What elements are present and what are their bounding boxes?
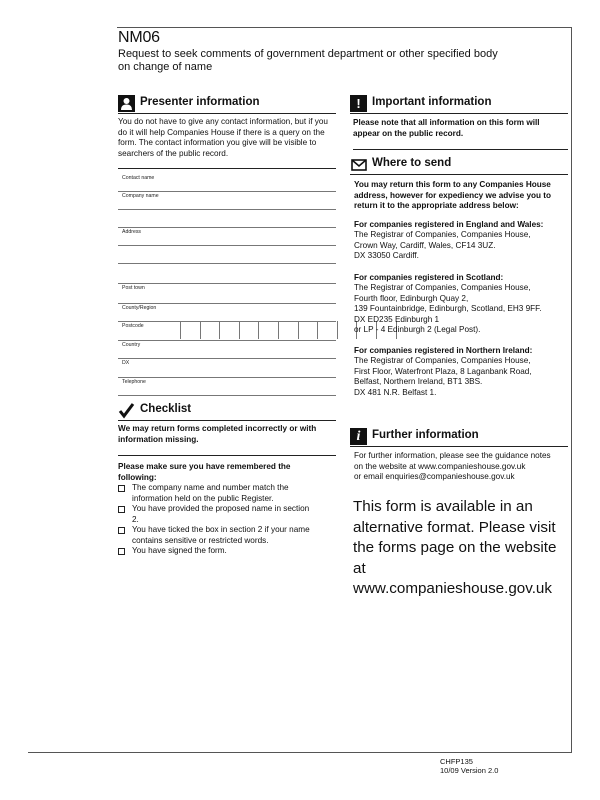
ni-line3: Belfast, Northern Ireland, BT1 3BS.: [354, 377, 483, 386]
further-line3: or email enquiries@companieshouse.gov.uk: [354, 472, 515, 481]
scotland-line5: or LP - 4 Edinburgh 2 (Legal Post).: [354, 325, 481, 334]
contact-name-field[interactable]: [118, 173, 336, 192]
form-title: [118, 48, 518, 74]
footer: [440, 757, 498, 775]
telephone-label: Telephone: [122, 379, 146, 385]
frame-top-rule: [117, 27, 571, 28]
alternative-format-note: This form is available in an alternative format. Please visit the forms page on the website at www.companieshouse.gov.uk: [353, 498, 557, 597]
contact-name-label: Contact name: [122, 175, 155, 181]
country-field[interactable]: [118, 340, 336, 359]
form-title-line2: on change of name: [118, 61, 213, 73]
form-code: NM06: [118, 29, 160, 46]
checklist-item[interactable]: You have ticked the box in section 2 if your name contains sensitive or restricted words.: [118, 525, 318, 546]
postcode-field[interactable]: [118, 321, 336, 341]
checklist-reminder: [118, 462, 318, 557]
dx-field[interactable]: [118, 358, 336, 378]
address-field-line3[interactable]: [118, 263, 336, 284]
postcode-label: Postcode: [122, 323, 144, 329]
country-label: Country: [122, 342, 141, 348]
ni-line2: First Floor, Waterfront Plaza, 8 Laganbank Road,: [354, 366, 532, 376]
address-label: Address: [122, 229, 142, 235]
checklist-item[interactable]: The company name and number match the information held on the public Register.: [118, 483, 318, 504]
presenter-heading: Presenter information: [140, 96, 260, 108]
ni-line4: DX 481 N.R. Belfast 1.: [354, 387, 437, 397]
dx-label: DX: [122, 360, 130, 366]
company-name-label: Company name: [122, 193, 159, 199]
where-heading: Where to send: [372, 157, 452, 169]
important-heading: Important information: [372, 96, 492, 108]
address-field[interactable]: [118, 227, 336, 246]
presenter-intro: You do not have to give any contact information, but if you do it will help Companies House if there is a query on the form. The contact information you give will be visible to searchers of the public record.: [118, 117, 336, 169]
further-body: [354, 451, 569, 483]
checklist-reminder-heading: Please make sure you have remembered the following:: [118, 462, 291, 482]
further-line1: For further information, please see the guidance notes: [354, 451, 551, 460]
checkbox-icon[interactable]: [118, 527, 125, 534]
scotland-line4: DX ED235 Edinburgh 1: [354, 314, 440, 324]
presenter-section-header: [118, 95, 336, 114]
frame-right-rule: [571, 27, 572, 752]
footer-code: CHFP135: [440, 757, 473, 766]
frame-bottom-rule: [28, 752, 572, 753]
further-line2: on the website at www.companieshouse.gov.uk: [354, 461, 526, 471]
checklist-item[interactable]: You have provided the proposed name in section 2.: [118, 504, 318, 525]
checklist-section-header: [118, 402, 336, 421]
checklist-warning: We may return forms completed incorrectly or with information missing.: [118, 424, 336, 456]
post-town-label: Post town: [122, 285, 145, 291]
scotland-line3: 139 Fountainbridge, Edinburgh, Scotland, EH3 9FF.: [354, 304, 542, 313]
checkmark-icon: [118, 402, 135, 419]
checkbox-icon[interactable]: [118, 548, 125, 555]
where-body: [354, 180, 569, 398]
further-section-header: [350, 428, 568, 447]
address-field-line2[interactable]: [118, 245, 336, 264]
important-text: Please note that all information on this form will appear on the public record.: [353, 118, 568, 150]
england-line2: Crown Way, Cardiff, Wales, CF14 3UZ.: [354, 240, 496, 250]
form-title-line1: Request to seek comments of government department or other specified body: [118, 48, 498, 60]
england-line3: DX 33050 Cardiff.: [354, 251, 419, 260]
england-line1: The Registrar of Companies, Companies House,: [354, 230, 531, 239]
company-name-field-line2[interactable]: [118, 209, 336, 228]
telephone-field[interactable]: [118, 377, 336, 396]
further-heading: Further information: [372, 429, 479, 441]
checklist-item[interactable]: You have signed the form.: [118, 546, 318, 557]
ni-heading: For companies registered in Northern Ireland:: [354, 345, 533, 355]
where-section-header: [350, 156, 568, 175]
county-region-label: County/Region: [122, 305, 157, 311]
ni-line1: The Registrar of Companies, Companies House,: [354, 356, 531, 365]
scotland-line2: Fourth floor, Edinburgh Quay 2,: [354, 293, 469, 303]
county-region-field[interactable]: [118, 303, 336, 322]
envelope-icon: [350, 156, 367, 173]
england-heading: For companies registered in England and Wales:: [354, 219, 544, 229]
info-icon: i: [350, 428, 367, 445]
scotland-heading: For companies registered in Scotland:: [354, 272, 504, 282]
checkbox-icon[interactable]: [118, 506, 125, 513]
scotland-line1: The Registrar of Companies, Companies House,: [354, 283, 531, 292]
person-icon: [118, 95, 135, 112]
footer-version: 10/09 Version 2.0: [440, 766, 499, 775]
checkbox-icon[interactable]: [118, 485, 125, 492]
post-town-field[interactable]: [118, 283, 336, 304]
where-intro: You may return this form to any Companies House address, however for expediency we advise you to return it to the appropriate address below:: [354, 180, 552, 210]
checklist-heading: Checklist: [140, 403, 192, 415]
exclamation-icon: !: [350, 95, 367, 112]
company-name-field[interactable]: [118, 191, 336, 210]
important-section-header: [350, 95, 568, 114]
